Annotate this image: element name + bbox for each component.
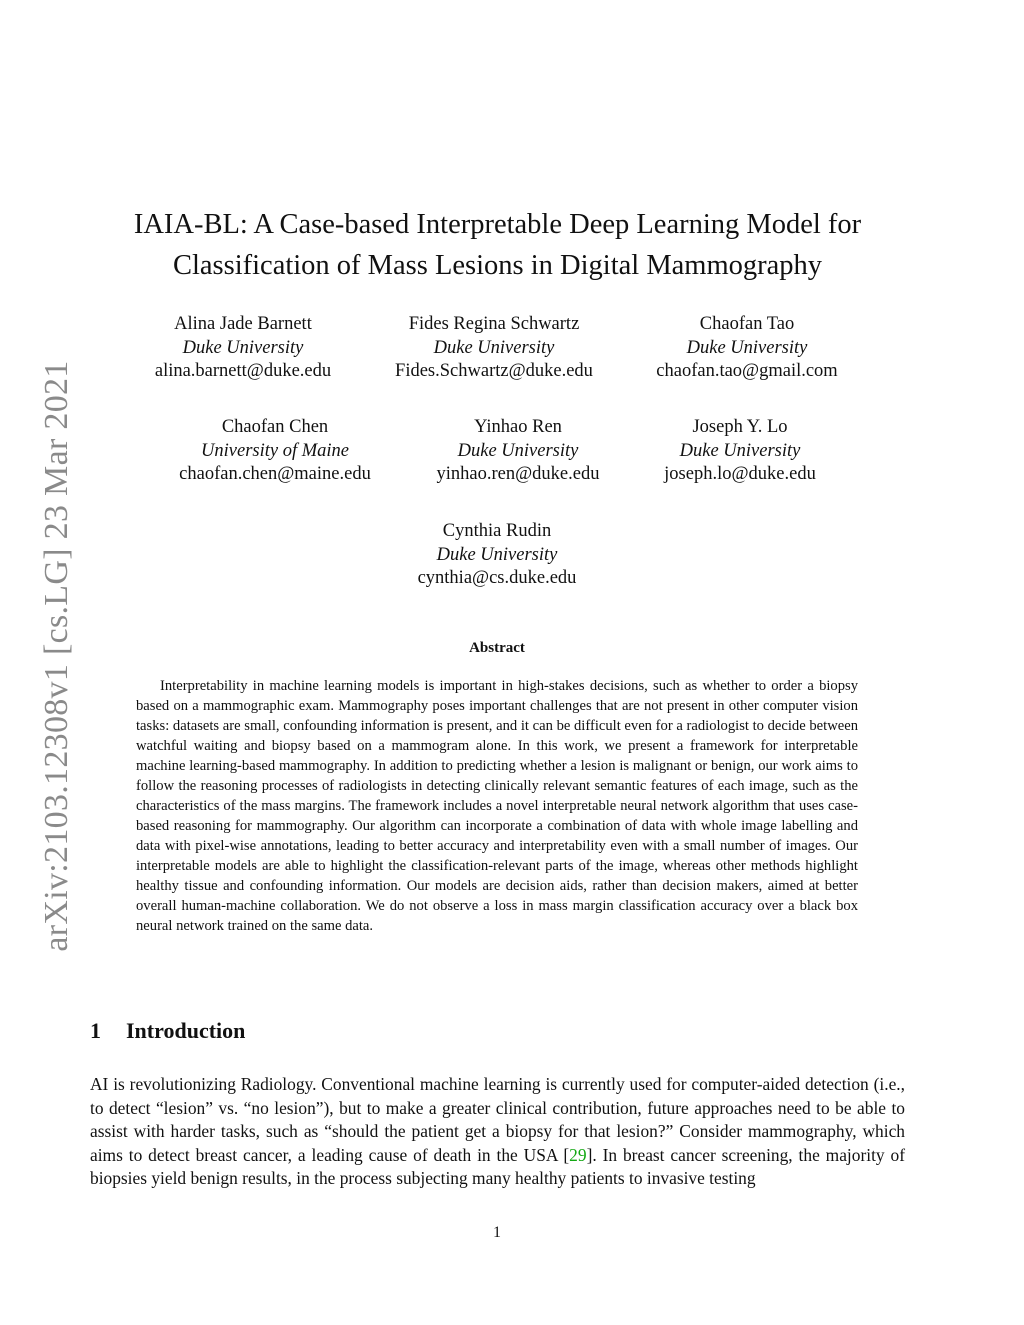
author-affiliation: Duke University: [686, 337, 808, 358]
arxiv-identifier-stamp: arXiv:2103.12308v1 [cs.LG] 23 Mar 2021: [38, 360, 75, 952]
author-name: Alina Jade Barnett: [174, 314, 312, 334]
author-name: Yinhao Ren: [474, 417, 562, 437]
intro-text-part-2: ]. In breast cancer screening, the majority of biopsies yield benign results, in the process subjecting many healthy patients to invasive testing: [90, 1144, 905, 1188]
title-line-1: IAIA-BL: A Case-based Interpretable Deep Learning Model for: [133, 209, 862, 240]
section-heading: [90, 1018, 245, 1044]
paper-title: [90, 204, 905, 286]
author-affiliation: Duke University: [457, 440, 579, 461]
intro-text-part-1: AI is revolutionizing Radiology. Conventional machine learning is currently used for computer-aided detection (i.e., to detect “lesion” vs. “no lesion”), but to make a greater clinical contribution, future approaches need to be able to assist with harder tasks, such as “should the patient get a biopsy for that lesion?” Consider mammography, which aims to detect breast cancer, a leading cause of death in the USA [: [90, 1074, 905, 1165]
author-block: [607, 313, 887, 384]
citation-link[interactable]: 29: [569, 1144, 587, 1165]
author-affiliation: Duke University: [679, 440, 801, 461]
author-email[interactable]: chaofan.chen@maine.edu: [179, 464, 371, 484]
author-email[interactable]: cynthia@cs.duke.edu: [417, 568, 577, 588]
page-number: 1: [493, 1224, 501, 1241]
author-email[interactable]: alina.barnett@duke.edu: [154, 361, 332, 381]
section-number: 1: [90, 1018, 101, 1043]
author-email[interactable]: Fides.Schwartz@duke.edu: [395, 361, 593, 381]
author-email[interactable]: yinhao.ren@duke.edu: [436, 464, 600, 484]
author-name: Chaofan Chen: [221, 417, 329, 437]
author-block: [135, 416, 415, 487]
author-email[interactable]: chaofan.tao@gmail.com: [656, 361, 838, 381]
section-title: Introduction: [126, 1018, 246, 1043]
author-block: [357, 520, 637, 591]
author-name: Cynthia Rudin: [442, 521, 552, 541]
author-affiliation: University of Maine: [201, 440, 349, 461]
author-block: [354, 313, 634, 384]
author-block: [103, 313, 383, 384]
author-email[interactable]: joseph.lo@duke.edu: [664, 464, 816, 484]
author-affiliation: Duke University: [436, 544, 558, 565]
author-affiliation: Duke University: [182, 337, 304, 358]
introduction-paragraph: [90, 1073, 905, 1191]
author-name: Joseph Y. Lo: [692, 417, 788, 437]
abstract-text: Interpretability in machine learning models is important in high-stakes decisions, such as whether to order a biopsy based on a mammographic exam. Mammography poses important challenges that are not present in other computer vision tasks: datasets are small, confounding information is present, and it can be difficult even for a radiologist to decide between watchful waiting and biopsy based on a mammogram alone. In this work, we present a framework for interpretable machine learning-based mammography. In addition to predicting whether a lesion is malignant or benign, our work aims to follow the reasoning processes of radiologists in detecting clinically relevant semantic features of each image, such as the characteristics of the mass margins. The framework includes a novel interpretable neural network algorithm that uses case-based reasoning for mammography. Our algorithm can incorporate a combination of data with whole image labelling and data with pixel-wise annotations, leading to better accuracy and interpretability even with a small number of images. Our interpretable models are able to highlight the classification-relevant parts of the image, whereas other methods highlight healthy tissue and confounding information. Our models are decision aids, rather than decision makers, aimed at better overall human-machine collaboration. We do not observe a loss in mass margin classification accuracy over a black box neural network trained on the same data.: [136, 678, 858, 934]
author-block: [600, 416, 880, 487]
author-affiliation: Duke University: [433, 337, 555, 358]
author-name: Fides Regina Schwartz: [408, 314, 580, 334]
title-line-2: Classification of Mass Lesions in Digital Mammography: [172, 250, 823, 281]
author-name: Chaofan Tao: [699, 314, 795, 334]
abstract-heading: Abstract: [469, 640, 525, 656]
